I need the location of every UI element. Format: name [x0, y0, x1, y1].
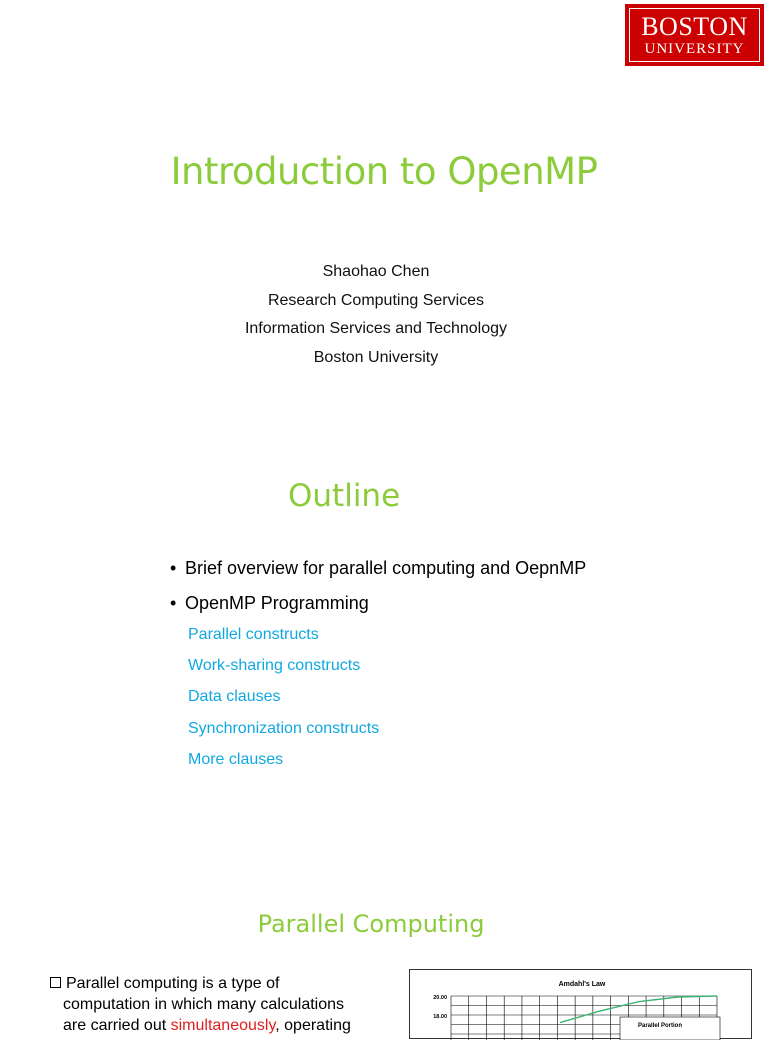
highlight-text: simultaneously: [170, 1017, 276, 1034]
checkbox-bullet-icon: [50, 977, 61, 988]
outline-bullet: [170, 590, 586, 625]
parallel-paragraph: [50, 973, 380, 1036]
author-name: Shaohao Chen: [322, 263, 430, 280]
logo-line1: BOSTON: [641, 11, 748, 41]
chart-title: Amdahl's Law: [558, 981, 606, 988]
outline-link-parallel-constructs[interactable]: Parallel constructs: [188, 626, 319, 643]
chart-svg: [410, 970, 753, 1040]
outline-bullet: [170, 555, 586, 590]
author-block: [0, 258, 752, 373]
logo-line2: UNIVERSITY: [644, 40, 745, 57]
y-tick-label: 20.00: [433, 995, 447, 1001]
paragraph-text: Parallel computing is a type of: [66, 975, 280, 992]
author-institution: Boston University: [313, 349, 439, 367]
outline-bullets: [170, 555, 586, 625]
bullet-text: Brief overview for parallel computing and OepnMP: [185, 558, 587, 578]
bullet-dot: •: [170, 593, 177, 613]
logo-frame: [629, 8, 760, 62]
paragraph-line: [50, 1015, 380, 1036]
outline-link-work-sharing[interactable]: Work-sharing constructs: [188, 657, 361, 675]
page-title: Introduction to OpenMP: [170, 150, 598, 193]
outline-subitems: [188, 622, 379, 778]
bullet-dot: •: [170, 558, 177, 578]
paragraph-text: are carried out: [63, 1017, 171, 1034]
outline-link-more-clauses[interactable]: More clauses: [188, 750, 284, 768]
outline-title: Outline: [288, 478, 401, 514]
paragraph-text: , operating: [275, 1017, 351, 1034]
amdahls-law-chart: [409, 969, 752, 1039]
paragraph-line: computation in which many calculations: [63, 996, 345, 1013]
boston-university-logo: [625, 4, 764, 66]
y-tick-label: 18.00: [433, 1014, 447, 1020]
legend-label: Parallel Portion: [637, 1023, 683, 1029]
section-title: Parallel Computing: [257, 910, 485, 938]
bullet-text: OpenMP Programming: [185, 593, 369, 613]
outline-link-data-clauses[interactable]: Data clauses: [188, 688, 281, 706]
author-department: Research Computing Services: [267, 291, 485, 309]
paragraph-line: [50, 973, 380, 994]
author-division: Information Services and Technology: [244, 320, 508, 338]
outline-link-synchronization[interactable]: Synchronization constructs: [188, 719, 380, 737]
